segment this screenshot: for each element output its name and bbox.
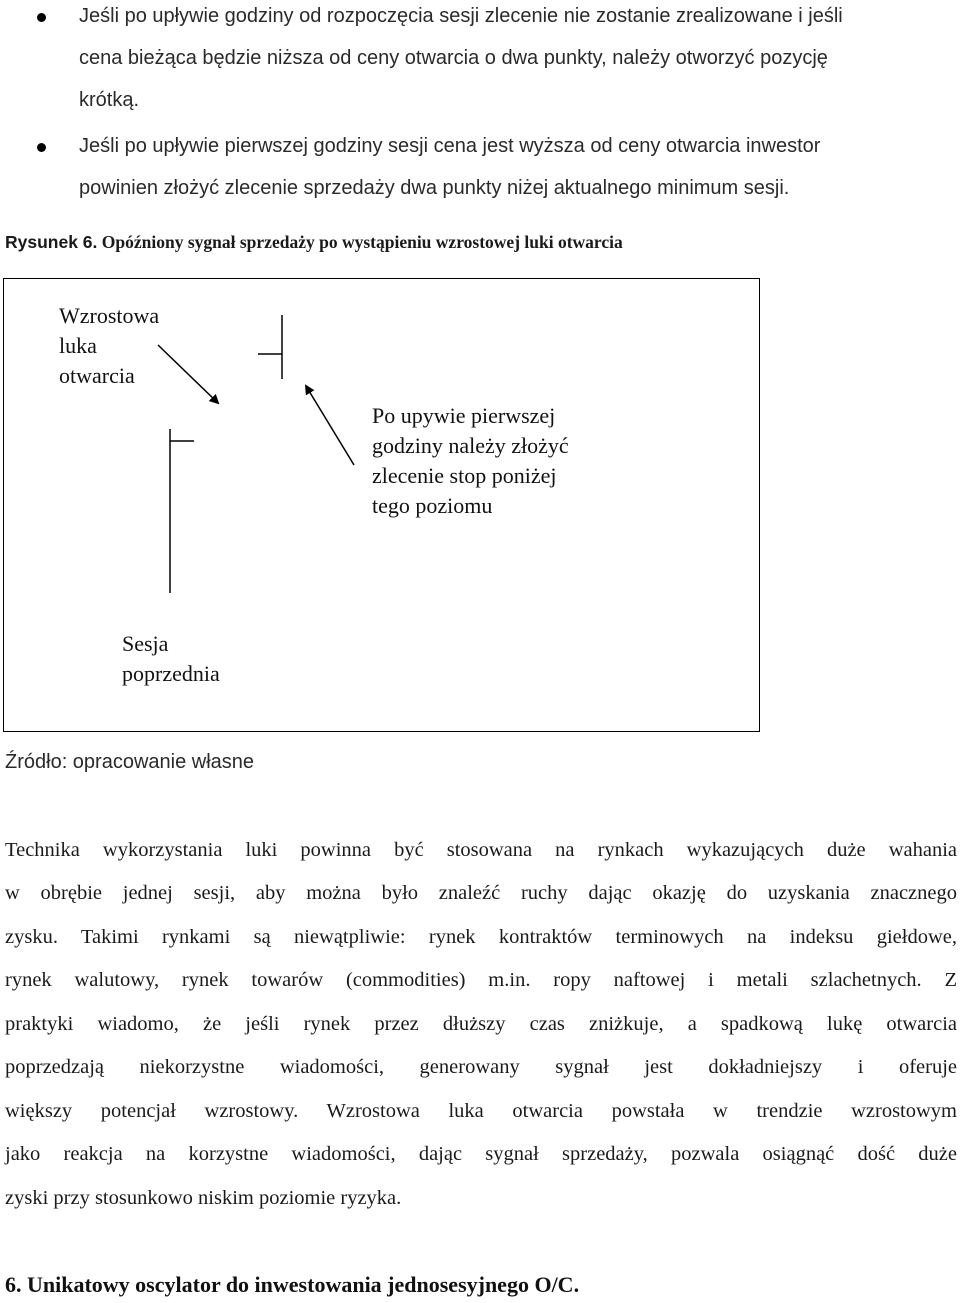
paragraph-line: zysku. Takimi rynkami są niewątpliwie: rynek kontraktów terminowych na indeksu giełdowe, <box>5 926 957 948</box>
arrow-to-stop-level <box>306 386 354 465</box>
paragraph-line: w obrębie jednej sesji, aby można było znaleźć ruchy dając okazję do uzyskania znacznego <box>5 882 957 904</box>
label-previous-session: Sesja poprzednia <box>122 631 220 686</box>
paragraph-line: rynek walutowy, rynek towarów (commodities) m.in. ropy naftowej i metali szlachetnych. Z <box>5 969 957 991</box>
paragraph-line: jako reakcja na korzystne wiadomości, dając sygnał sprzedaży, pozwala osiągnąć dość duże <box>5 1143 957 1165</box>
figure-caption-number: Rysunek 6. <box>5 232 98 252</box>
bullet-text-line: Jeśli po upływie pierwszej godziny sesji cena jest wyższa od ceny otwarcia inwestor <box>79 135 821 157</box>
paragraph-line: poprzedzają niekorzystne wiadomości, generowany sygnał jest dokładniejszy i oferuje <box>5 1056 957 1078</box>
label-rising-gap: Wzrostowa luka otwarcia <box>59 303 160 388</box>
bullet-text-line: Jeśli po upływie godziny od rozpoczęcia sesji zlecenie nie zostanie zrealizowane i jeśli <box>79 5 843 27</box>
paragraph-line-last: zyski przy stosunkowo niskim poziomie ryzyka. <box>5 1187 402 1209</box>
bullet-dot <box>37 143 46 152</box>
bullet-text-line: cena bieżąca będzie niższa od ceny otwarcia o dwa punkty, należy otworzyć pozycję <box>79 47 828 69</box>
bullet-text-line: krótką. <box>79 89 140 111</box>
figure-caption-text: Opóźniony sygnał sprzedaży po wystąpieniu wzrostowej luki otwarcia <box>101 232 623 252</box>
bullet-dot <box>37 13 46 22</box>
arrow-to-gap <box>158 345 218 403</box>
figure-diagram <box>3 278 760 732</box>
bullet-text-line: powinien złożyć zlecenie sprzedaży dwa punkty niżej aktualnego minimum sesji. <box>79 177 790 199</box>
label-stop-order: Po upywie pierwszej godziny należy złożyć zlecenie stop poniżej tego poziomu <box>372 403 569 518</box>
paragraph-line: praktyki wiadomo, że jeśli rynek przez dłuższy czas zniżkuje, a spadkową lukę otwarcia <box>5 1013 957 1035</box>
figure-caption <box>5 232 623 253</box>
section-heading: 6. Unikatowy oscylator do inwestowania jednosesyjnego O/C. <box>5 1272 580 1297</box>
paragraph-line: większy potencjał wzrostowy. Wzrostowa luka otwarcia powstała w trendzie wzrostowym <box>5 1100 957 1122</box>
paragraph-line: Technika wykorzystania luki powinna być stosowana na rynkach wykazujących duże wahania <box>5 839 957 861</box>
figure-source: Źródło: opracowanie własne <box>5 751 255 773</box>
